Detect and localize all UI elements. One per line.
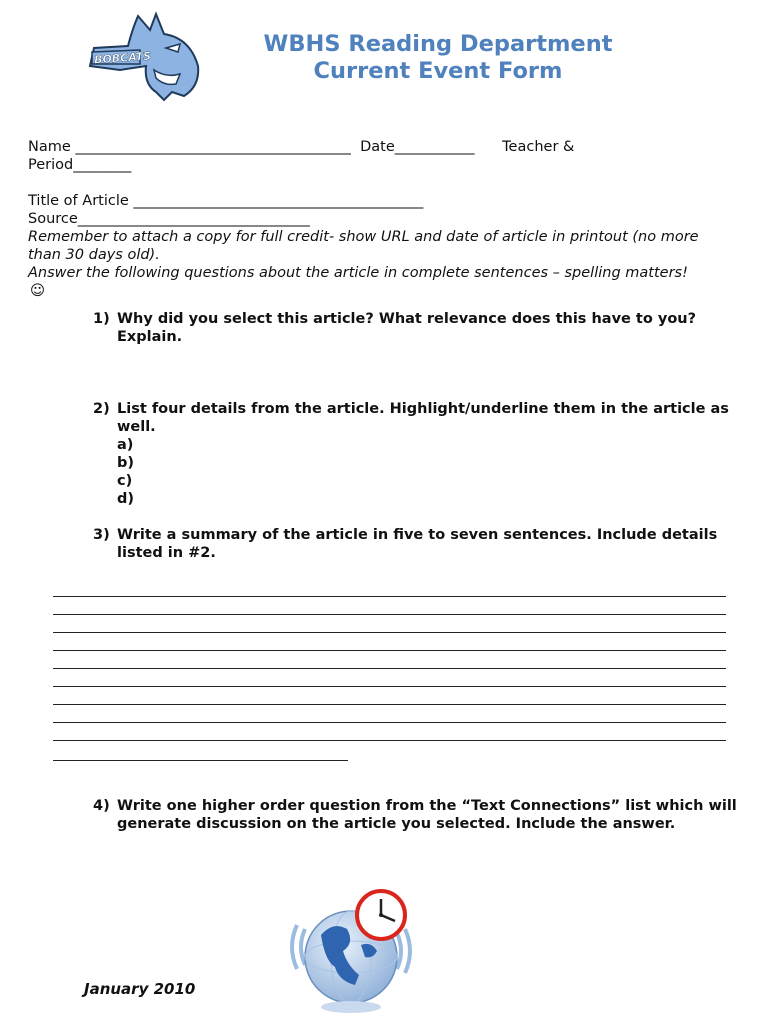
source-field: Source________________________________ [28,211,310,227]
answer-line[interactable] [53,614,726,615]
answer-line[interactable] [53,686,726,687]
article-title-field: Title of Article ________________________________________ [28,193,424,209]
name-date-teacher-field: Name ______________________________________ Date___________ Teacher & [28,139,575,155]
answer-line[interactable] [53,668,726,669]
answer-line[interactable] [53,722,726,723]
question-text: Why did you select this article? What relevance does this have to you? Explain. [117,311,697,345]
question-number: 4) [93,798,110,814]
detail-label-a: a) [117,437,134,453]
page-title [178,31,698,85]
footer-date: January 2010 [84,980,196,998]
detail-label-d: d) [117,491,135,507]
answer-line[interactable] [53,760,348,761]
question-text: List four details from the article. Highlight/underline them in the article as well. [117,401,729,435]
answer-instruction: Answer the following questions about the article in complete sentences – spelling matters! [28,265,688,281]
question-text: Write one higher order question from the “Text Connections” list which will generate discussion on the article you selected. Include the answer. [117,798,737,832]
question-3 [93,526,743,566]
answer-line[interactable] [53,704,726,705]
globe-clock-icon [285,885,420,1020]
question-number: 3) [93,527,110,543]
question-1 [93,310,743,350]
question-text: Write a summary of the article in five to seven sentences. Include details listed in #2. [117,527,718,561]
title-line-2: Current Event Form [313,58,563,84]
answer-line[interactable] [53,596,726,597]
question-4 [93,797,743,855]
title-line-1: WBHS Reading Department [263,31,613,57]
reminder-line-2: than 30 days old). [28,247,160,263]
period-field: Period________ [28,157,132,173]
detail-label-b: b) [117,455,135,471]
answer-line[interactable] [53,632,726,633]
logo-text: BOBCATS [93,49,152,67]
answer-line[interactable] [53,740,726,741]
answer-line[interactable] [53,650,726,651]
smiley-icon: ☺ [30,283,46,299]
reminder-line-1: Remember to attach a copy for full credit- show URL and date of article in printout (no more [28,229,699,245]
question-2 [93,400,743,440]
question-number: 1) [93,311,110,327]
detail-label-c: c) [117,473,133,489]
question-number: 2) [93,401,110,417]
